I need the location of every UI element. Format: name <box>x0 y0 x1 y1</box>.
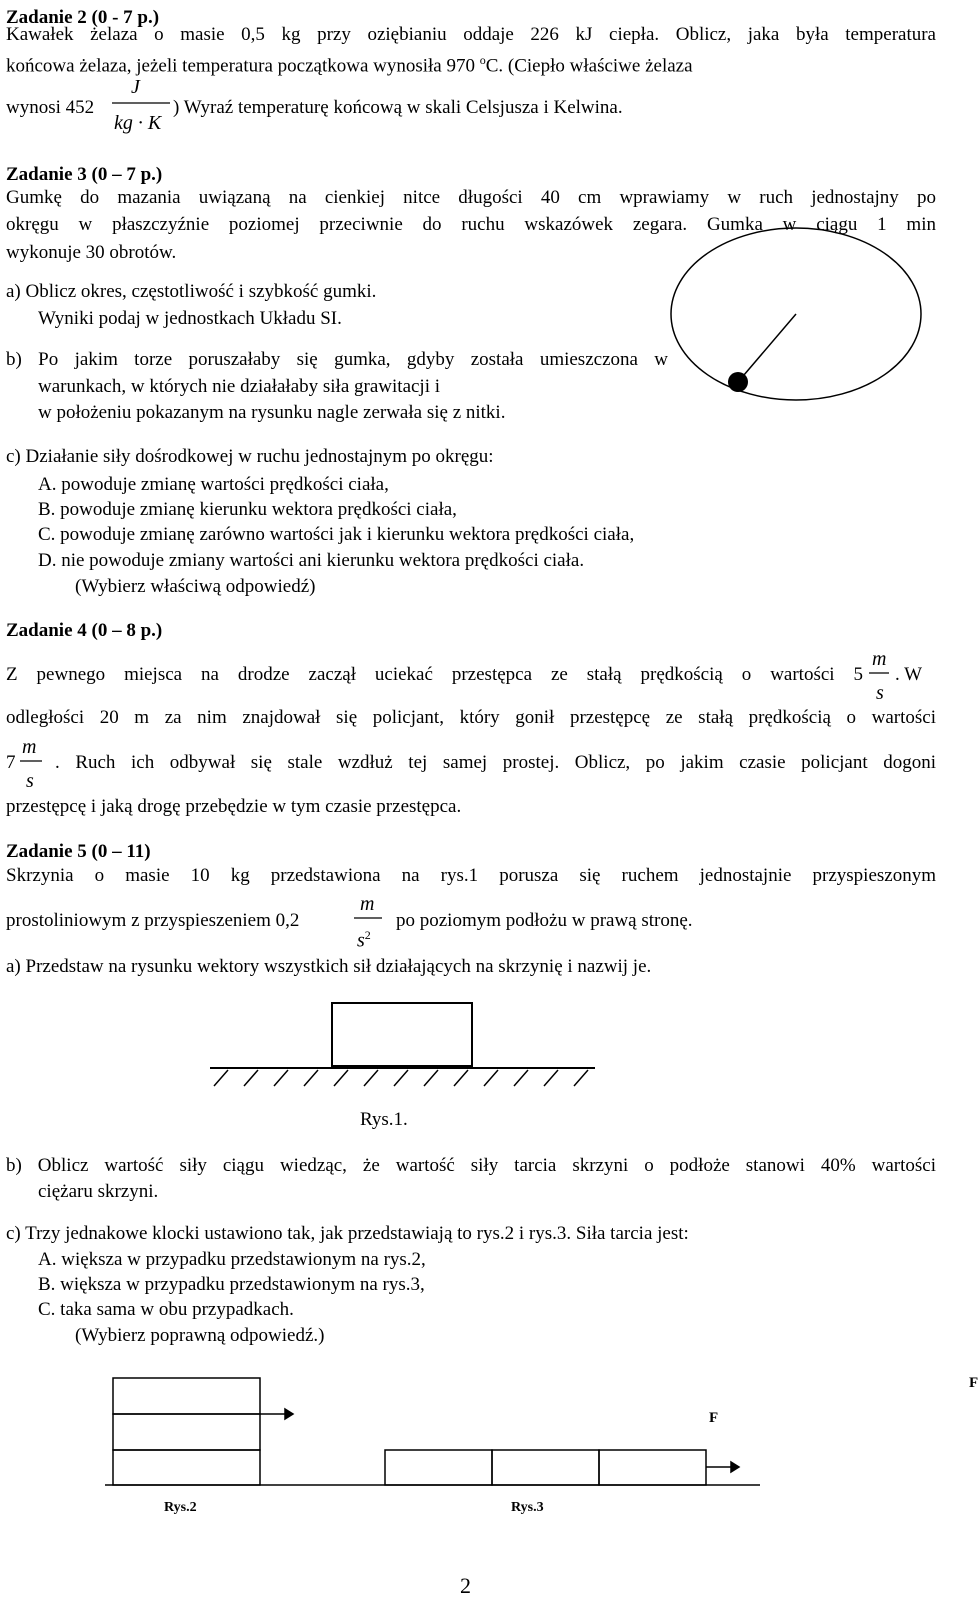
string-line <box>738 314 796 382</box>
exponent-two: 2 <box>364 928 371 942</box>
rys3-block-1 <box>385 1450 492 1485</box>
zadanie3-line3: wykonuje 30 obrotów. <box>6 242 177 263</box>
rys2-label: Rys.2 <box>164 1500 197 1515</box>
force-label-rys3: F <box>709 1410 719 1426</box>
zadanie5-option-b: B. większa w przypadku przedstawionym na rys.3, <box>38 1274 425 1295</box>
zadanie5-title: Zadanie 5 (0 – 11) <box>6 841 151 862</box>
zadanie2-line3b: ) Wyraź temperaturę końcową w skali Celsjusza i Kelwina. <box>173 97 623 118</box>
fraction-numerator: J <box>131 76 140 98</box>
rys3-figure <box>385 1450 760 1485</box>
rys2-figure <box>105 1378 440 1485</box>
zadanie3-b3: w położeniu pokazanym na rysunku nagle zerwała się z nitki. <box>38 402 506 423</box>
rys1-label: Rys.1. <box>360 1109 408 1130</box>
zadanie4-line3a: 7 <box>6 752 16 773</box>
zadanie2-line3a: wynosi 452 <box>6 97 95 118</box>
circular-motion-figure <box>671 228 921 400</box>
rys1-figure <box>210 1003 595 1086</box>
zadanie2-line2-a: końcowa żelaza, jeżeli temperatura początkowa wynosiła 970 <box>6 55 475 77</box>
zadanie3-line2: okręgu w płaszczyźnie poziomej przeciwnie do ruchu wskazówek zegara. Gumka w ciągu 1 min <box>6 214 936 235</box>
zadanie3-c1: c) Działanie siły dośrodkowej w ruchu jednostajnym po okręgu: <box>6 446 494 467</box>
unit-s-denominator-2: s <box>26 770 34 792</box>
zadanie5-line2b: po poziomym podłożu w prawą stronę. <box>396 910 693 931</box>
zadanie3-title: Zadanie 3 (0 – 7 p.) <box>6 164 163 185</box>
unit-s: s <box>357 929 365 952</box>
zadanie3-b2: warunkach, w których nie działałaby siła grawitacji i <box>38 376 441 397</box>
zadanie3-option-d: D. nie powoduje zmiany wartości ani kierunku wektora prędkości ciała. <box>38 550 585 571</box>
zadanie5-c1: c) Trzy jednakowe klocki ustawiono tak, jak przedstawiają to rys.2 i rys.3. Siła tarcia jest: <box>6 1223 689 1244</box>
zadanie3-option-a: A. powoduje zmianę wartości prędkości ciała, <box>38 474 389 495</box>
unit-s-denominator: s <box>876 682 884 704</box>
zadanie5-option-a: A. większa w przypadku przedstawionym na rys.2, <box>38 1249 426 1270</box>
zadanie2-line2-b: C. (Ciepło właściwe żelaza <box>485 55 693 77</box>
unit-m-numerator-3: m <box>360 893 375 915</box>
rys3-block-2 <box>492 1450 599 1485</box>
zadanie4-line1b: . W <box>895 664 923 685</box>
zadanie5-b2: ciężaru skrzyni. <box>38 1181 159 1202</box>
zadanie3-hint: (Wybierz właściwą odpowiedź) <box>75 576 316 597</box>
zadanie5-option-c: C. taka sama w obu przypadkach. <box>38 1299 294 1320</box>
zadanie3-a1: a) Oblicz okres, częstotliwość i szybkość gumki. <box>6 281 377 302</box>
rys3-block-3 <box>599 1450 706 1485</box>
rys2-block-top <box>113 1378 260 1414</box>
fraction-denominator: kg · K <box>114 112 162 134</box>
degree-sign: o <box>479 53 486 67</box>
zadanie3-a2: Wyniki podaj w jednostkach Układu SI. <box>38 308 342 329</box>
unit-m-numerator-2: m <box>22 736 37 758</box>
rys2-block-middle <box>113 1414 260 1450</box>
zadanie5-line1: Skrzynia o masie 10 kg przedstawiona na rys.1 porusza się ruchem jednostajnie przyspieszonym <box>6 865 936 886</box>
page-number: 2 <box>460 1573 471 1598</box>
rys2-block-bottom <box>113 1450 260 1485</box>
zadanie3-option-c: C. powoduje zmianę zarówno wartości jak i kierunku wektora prędkości ciała, <box>38 524 635 545</box>
zadanie4-line3b: . Ruch ich odbywał się stale wzdłuż tej samej prostej. Oblicz, po jakim czasie policjant dogoni <box>55 752 936 773</box>
zadanie3-option-b: B. powoduje zmianę kierunku wektora prędkości ciała, <box>38 499 457 520</box>
zadanie5-hint: (Wybierz poprawną odpowiedź.) <box>75 1325 325 1346</box>
zadanie5-a: a) Przedstaw na rysunku wektory wszystkich sił działających na skrzynię i nazwij je. <box>6 956 652 977</box>
zadanie4-line2: odległości 20 m za nim znajdował się policjant, który gonił przestępcę ze stałą prędkością o wartości <box>6 707 936 728</box>
zadanie2-line1: Kawałek żelaza o masie 0,5 kg przy oziębianiu oddaje 226 kJ ciepła. Oblicz, jaka była temperatura <box>6 24 936 45</box>
arrow-head-icon <box>731 1462 739 1472</box>
arrow-head-icon <box>285 1409 293 1419</box>
zadanie3-b1: b) Po jakim torze poruszałaby się gumka, gdyby została umieszczona w <box>6 349 668 370</box>
rys3-label: Rys.3 <box>511 1500 544 1515</box>
zadanie4-line1a: Z pewnego miejsca na drodze zaczął uciekać przestępca ze stałą prędkością o wartości 5 <box>6 664 863 685</box>
zadanie4-title: Zadanie 4 (0 – 8 p.) <box>6 620 163 641</box>
zadanie3-line1: Gumkę do mazania uwiązaną na cienkiej nitce długości 40 cm wprawiamy w ruch jednostajny po <box>6 187 936 208</box>
force-label-rys2: F <box>969 1375 978 1391</box>
eraser-ball-icon <box>728 372 748 392</box>
zadanie4-line4: przestępcę i jaką drogę przebędzie w tym czasie przestępca. <box>6 796 462 817</box>
unit-m-numerator: m <box>872 648 887 670</box>
zadanie2-title: Zadanie 2 (0 - 7 p.) <box>6 7 160 28</box>
crate-box <box>332 1003 472 1066</box>
zadanie5-b1: b) Oblicz wartość siły ciągu wiedząc, że wartość siły tarcia skrzyni o podłoże stanowi 40% wartości <box>6 1155 936 1176</box>
zadanie5-line2a: prostoliniowym z przyspieszeniem 0,2 <box>6 910 300 931</box>
ground-hatching <box>214 1070 588 1086</box>
